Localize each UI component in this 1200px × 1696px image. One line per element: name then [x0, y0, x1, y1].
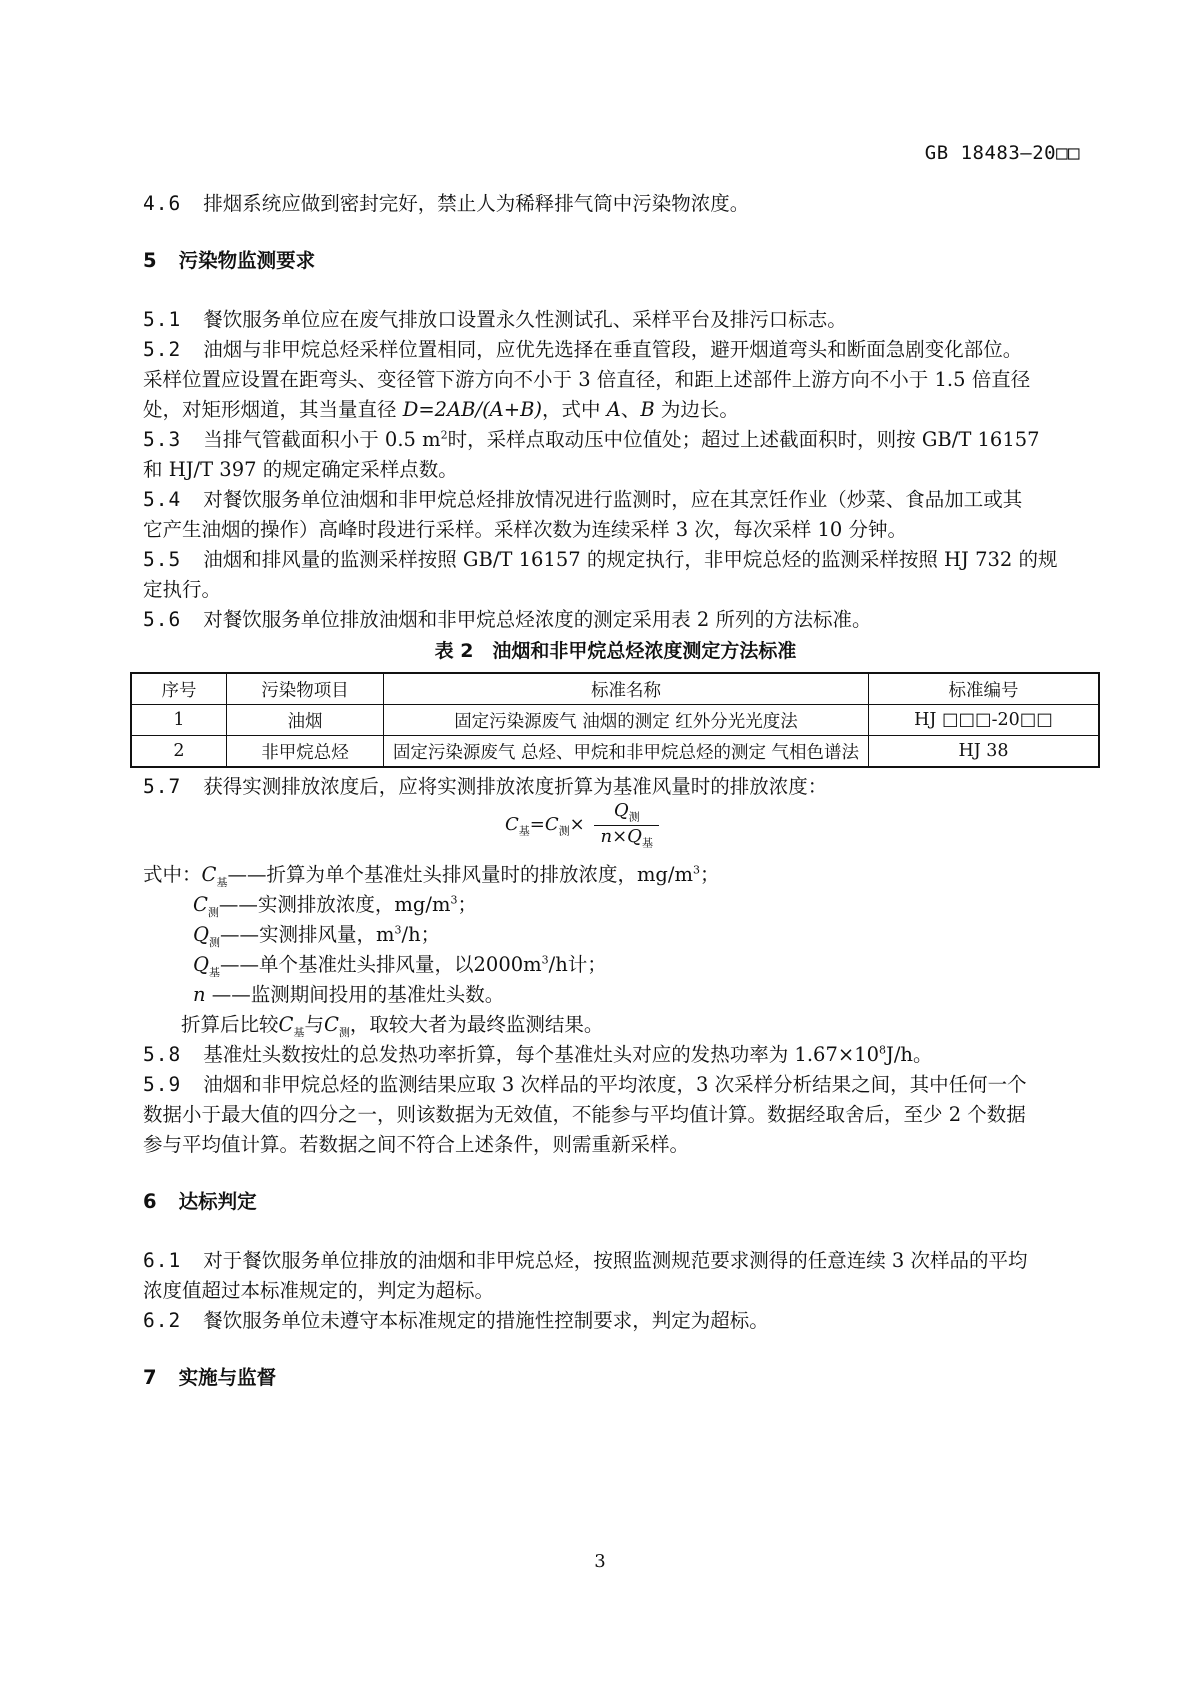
section-5-heading: 5 污染物监测要求: [143, 249, 316, 272]
table-cell: 非甲烷总烃: [227, 736, 384, 768]
clause-5-1: 5.1 餐饮服务单位应在废气排放口设置永久性测试孔、采样平台及排污口标志。: [143, 308, 847, 331]
clause-5-9-line-2: 数据小于最大值的四分之一，则该数据为无效值，不能参与平均值计算。数据经取舍后，至少 2 个数据: [143, 1103, 1026, 1126]
clause-5-3: 5.3 当排气管截面积小于 0.5 $m^2$时，采样点取动压中位值处；超过上述截面积时，则按 GB/T 16157: [143, 428, 1040, 451]
clause-5-3-line-2: 和 HJ/T 397 的规定确定采样点数。: [143, 458, 458, 481]
table-cell: 固定污染源废气 总烃、甲烷和非甲烷总烃的测定 气相色谱法: [384, 736, 869, 768]
clause-5-8: 5.8 基准灶头数按灶的总发热功率折算，每个基准灶头对应的发热功率为 $1.67\times 10^8J/h$。: [143, 1043, 933, 1066]
clause-5-5-line-2: 定执行。: [143, 578, 222, 601]
column-header-standard-name: 标准名称: [384, 673, 869, 705]
section-7-heading: 7 实施与监督: [143, 1366, 277, 1389]
table-2-caption: 表 2 油烟和非甲烷总烃浓度测定方法标准: [434, 640, 797, 662]
definition-q-ji: $Q_基——$单个基准灶头排风量，以$2000m^3/h$计；: [193, 953, 607, 979]
table-header-row: [131, 673, 1099, 705]
table-cell: HJ 38: [869, 736, 1100, 768]
table-row: [131, 736, 1099, 768]
section-6-heading: 6 达标判定: [143, 1190, 257, 1213]
definition-q-ce: $Q_测——$实测排风量，$m^3/h$；: [193, 923, 441, 949]
clause-6-1: 6.1 对于餐饮服务单位排放的油烟和非甲烷总烃，按照监测规范要求测得的任意连续 3 次样品的平均: [143, 1249, 1028, 1272]
column-header-pollutant: 污染物项目: [227, 673, 384, 705]
standard-code-header: GB 18483—20□□: [924, 142, 1080, 164]
clause-5-4-line-2: 它产生油烟的操作）高峰时段进行采样。采样次数为连续采样 3 次，每次采样 10 分钟。: [143, 518, 908, 541]
table-row: [131, 705, 1099, 736]
table-cell: 固定污染源废气 油烟的测定 红外分光光度法: [384, 705, 869, 736]
clause-5-6: 5.6 对餐饮服务单位排放油烟和非甲烷总烃浓度的测定采用表 2 所列的方法标准。: [143, 608, 872, 631]
clause-5-2-line-2: 采样位置应设置在距弯头、变径管下游方向不小于 3 倍直径，和距上述部件上游方向不小于 1.5 倍直径: [143, 368, 1031, 391]
table-cell: 2: [131, 736, 227, 768]
page-number: 3: [594, 1551, 606, 1572]
clause-5-5: 5.5 油烟和排风量的监测采样按照 GB/T 16157 的规定执行，非甲烷总烃的监测采样按照 HJ 732 的规: [143, 548, 1058, 571]
definition-c-ji: 式中：$C_基——$折算为单个基准灶头排风量时的排放浓度，$mg/m^3$；: [143, 863, 720, 889]
definition-c-ce: $C_测——$实测排放浓度，$mg/m^3$；: [193, 893, 477, 919]
column-header-no: 序号: [131, 673, 227, 705]
table-cell: HJ □□□-20□□: [869, 705, 1100, 736]
clause-5-2-line-3: 处，对矩形烟道，其当量直径 D=2AB/(A+B)，式中 A、B 为边长。: [143, 398, 739, 421]
clause-6-2: 6.2 餐饮服务单位未遵守本标准规定的措施性控制要求，判定为超标。: [143, 1309, 769, 1332]
normalization-formula: $C_基=C_测\times$ $\frac{Q_测}{n\times Q_基}$: [505, 800, 659, 850]
table-cell: 油烟: [227, 705, 384, 736]
clause-5-9-line-3: 参与平均值计算。若数据之间不符合上述条件，则需重新采样。: [143, 1133, 690, 1156]
clause-5-9: 5.9 油烟和非甲烷总烃的监测结果应取 3 次样品的平均浓度，3 次采样分析结果之间，其中任何一个: [143, 1073, 1027, 1096]
clause-4-6: 4.6 排烟系统应做到密封完好，禁止人为稀释排气筒中污染物浓度。: [143, 192, 750, 215]
column-header-standard-code: 标准编号: [869, 673, 1100, 705]
clause-5-2: 5.2 油烟与非甲烷总烃采样位置相同，应优先选择在垂直管段，避开烟道弯头和断面急剧变化部位。: [143, 338, 1023, 361]
method-standards-table: [130, 672, 1100, 768]
comparison-note: 折算后比较$C_基$与$C_测$，取较大者为最终监测结果。: [181, 1013, 604, 1039]
definition-n: n ——监测期间投用的基准灶头数。: [193, 983, 505, 1006]
clause-6-1-line-2: 浓度值超过本标准规定的，判定为超标。: [143, 1279, 495, 1302]
clause-5-7: 5.7 获得实测排放浓度后，应将实测排放浓度折算为基准风量时的排放浓度：: [143, 775, 828, 798]
clause-5-4: 5.4 对餐饮服务单位油烟和非甲烷总烃排放情况进行监测时，应在其烹饪作业（炒菜、食品加工或其: [143, 488, 1023, 511]
formula-fraction: $\frac{Q_测}{n\times Q_基}$: [594, 800, 658, 850]
table-cell: 1: [131, 705, 227, 736]
